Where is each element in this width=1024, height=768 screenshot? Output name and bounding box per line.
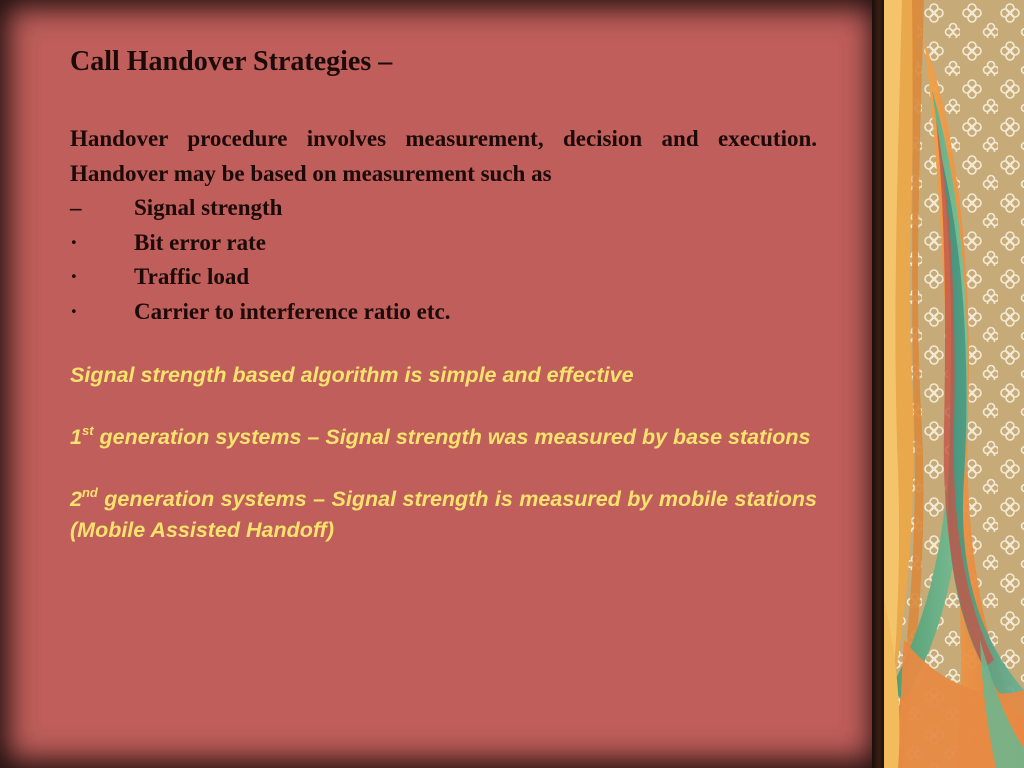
ordinal-suffix: st (81, 423, 94, 438)
generation-text: generation systems – Signal strength was measured by base stations (93, 425, 811, 449)
floral-ribbon-decoration (884, 0, 1024, 768)
highlight-statement: Signal strength based algorithm is simple and effective (70, 363, 634, 387)
intro-paragraph: Handover procedure involves measurement, decision and execution. Handover may be based on measurement such as (70, 126, 817, 186)
ordinal-suffix: nd (81, 485, 98, 500)
dash-marker: – (70, 195, 82, 220)
bullet-marker: · (70, 298, 78, 324)
measurement-item (70, 226, 817, 261)
bullet-marker: · (70, 229, 78, 255)
measurement-item (70, 191, 817, 226)
measurement-text: Traffic load (134, 264, 250, 289)
second-generation-note (70, 484, 817, 546)
generation-number: 2 (70, 487, 82, 511)
generation-number: 1 (70, 425, 82, 449)
measurement-text: Carrier to interference ratio etc. (134, 298, 451, 324)
generation-text: generation systems – Signal strength is measured by mobile stations (Mobile Assisted Handoff) (70, 487, 817, 542)
slide-content (70, 42, 817, 546)
measurement-text: Signal strength (134, 195, 283, 220)
decorative-side-panel (884, 0, 1024, 768)
bullet-marker: · (70, 264, 78, 289)
measurement-text: Bit error rate (134, 229, 266, 255)
measurement-item (70, 260, 817, 295)
slide-title: Call Handover Strategies – (70, 46, 393, 77)
first-generation-note (70, 422, 817, 453)
measurement-item (70, 295, 817, 330)
